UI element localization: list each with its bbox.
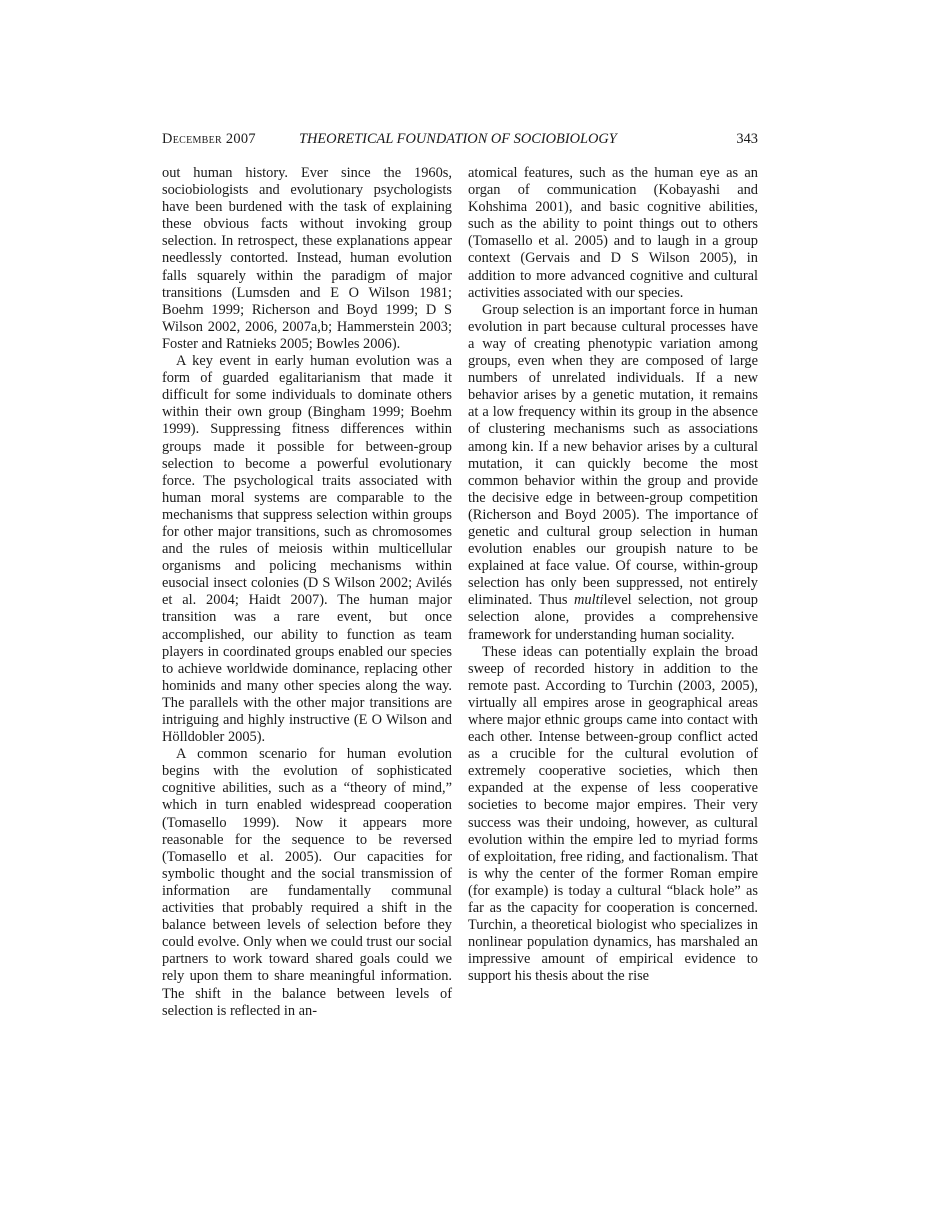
paragraph: A common scenario for human evolution begins with the evolution of sophisticated cognitive abilities, such as a “theory of mind,” which in turn enabled widespread cooperation (Tomasello 1999). Now it appears more reasonable for the sequence to be reversed (Tomasello et al. 2005). Our capacities for symbolic thought and the social transmission of information are fundamentally communal activities that probably required a shift in the balance between levels of selection before they could evolve. Only when we could trust our social partners to work toward shared goals could we rely upon them to share meaningful information. The shift in the balance between levels of selection is reflected in an- (162, 746, 452, 1019)
paragraph-text: level selection, not group selection alone, provides a comprehensive framework for understanding human sociality. (468, 592, 759, 643)
paragraph: atomical features, such as the human eye as an organ of communication (Kobayashi and Kohshima 2001), and basic cognitive abilities, such as the ability to point things out to others (Tomasello et al. 2005) and to laugh in a group context (Gervais and D S Wilson 2005), in addition to more advanced cognitive and cultural activities associated with our species. (468, 165, 758, 301)
emphasis-text: multi (574, 592, 604, 609)
paragraph: A key event in early human evolution was a form of guarded egalitarianism that made it difficult for some individuals to dominate others within their own group (Bingham 1999; Boehm 1999). Suppressing fitness differences within groups made it possible for between-group selection to become a powerful evolutionary force. The psychological traits associated with human moral systems are comparable to the mechanisms that suppress selection within groups for other major transitions, such as chromosomes and the rules of meiosis within multicellular organisms and policing mechanisms within eusocial insect colonies (D S Wilson 2002; Avilés et al. 2004; Haidt 2007). The human major transition was a rare event, but once accomplished, our ability to function as team players in coordinated groups enabled our species to achieve worldwide dominance, replacing other hominids and many other species along the way. The parallels with the other major transitions are intriguing and highly instructive (E O Wilson and Hölldobler 2005). (162, 353, 452, 746)
running-title: THEORETICAL FOUNDATION OF SOCIOBIOLOGY (299, 131, 617, 147)
paragraph: out human history. Ever since the 1960s, sociobiologists and evolutionary psychologists have been burdened with the task of explaining these obvious facts without invoking group selection. In retrospect, these explanations appear needlessly contorted. Instead, human evolution falls squarely within the paradigm of major transitions (Lumsden and E O Wilson 1981; Boehm 1999; Richerson and Boyd 1999; D S Wilson 2002, 2006, 2007a,b; Hammerstein 2003; Foster and Ratnieks 2005; Bowles 2006). (162, 165, 452, 352)
page-number: 343 (736, 131, 758, 147)
issue-date: December 2007 (162, 131, 256, 147)
running-head (162, 129, 758, 149)
paragraph-text: Group selection is an important force in human evolution in part because cultural processes have a way of creating phenotypic variation among groups, even when they are composed of large numbers of unrelated individuals. If a new behavior arises by a genetic mutation, it remains at a low frequency within its group in the absence of clustering mechanisms such as associations among kin. If a new behavior arises by a cultural mutation, it can quickly become the most common behavior within the group and provide the decisive edge in between-group competition (Richerson and Boyd 2005). The importance of genetic and cultural group selection in human evolution enables our groupish nature to be explained at face value. Of course, within-group selection has only been suppressed, not entirely eliminated. Thus (468, 301, 758, 609)
right-column (468, 165, 758, 986)
paragraph (468, 302, 758, 644)
left-column (162, 165, 452, 1020)
paragraph: These ideas can potentially explain the broad sweep of recorded history in addition to the remote past. According to Turchin (2003, 2005), virtually all empires arose in geographical areas where major ethnic groups came into contact with each other. Intense between-group conflict acted as a crucible for the cultural evolution of extremely cooperative societies, which then expanded at the expense of less cooperative societies to become major empires. Their very success was their undoing, however, as cultural evolution within the empire led to myriad forms of exploitation, free riding, and factionalism. That is why the center of the former Roman empire (for example) is today a cultural “black hole” as far as the capacity for cooperation is concerned. Turchin, a theoretical biologist who specializes in nonlinear population dynamics, has marshaled an impressive amount of empirical evidence to support his thesis about the rise (468, 643, 758, 985)
